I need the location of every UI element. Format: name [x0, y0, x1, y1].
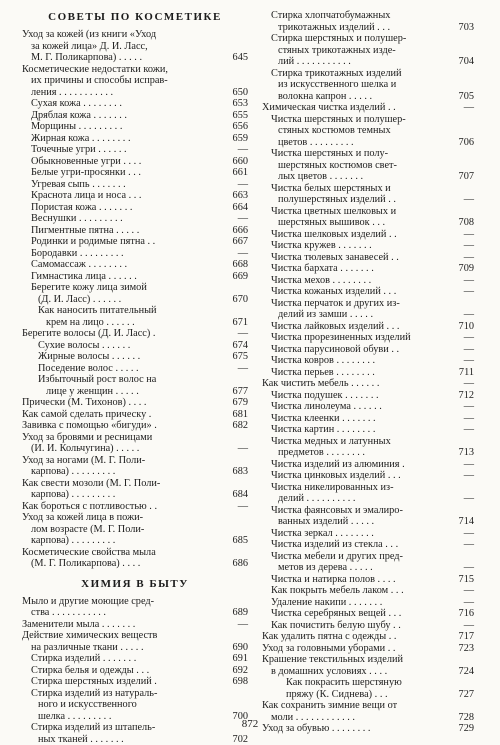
toc-entry [22, 121, 248, 133]
toc-entry-text: Веснушки . . . . . . . . . [22, 213, 248, 225]
toc-entry [22, 225, 248, 237]
toc-page-ref: 710 [459, 321, 474, 333]
toc-entry-text: Крашение текстильных изделий [262, 654, 474, 666]
toc-page-ref: — [464, 424, 474, 436]
toc-entry [22, 665, 248, 677]
toc-entry [262, 643, 474, 655]
toc-page-ref: 729 [459, 723, 474, 735]
toc-page-ref: — [238, 619, 248, 631]
toc-entry-text: Как свести мозоли (М. Г. Поли- [22, 478, 248, 490]
toc-page-ref: — [464, 102, 474, 114]
toc-page-ref: — [464, 378, 474, 390]
toc-entry-text: Чистка прорезиненных изделий [262, 332, 474, 344]
toc-page-ref: 671 [233, 317, 248, 329]
toc-entry [262, 459, 474, 471]
toc-entry [262, 654, 474, 677]
toc-entry-text: Уход за обувью . . . . . . . . [262, 723, 474, 735]
toc-entry-text: Чистка перьев . . . . . . . . [262, 367, 474, 379]
section-heading: СОВЕТЫ ПО КОСМЕТИКЕ [22, 10, 248, 24]
toc-entry [22, 282, 248, 305]
toc-entry-text: Чистка перчаток и других из- [262, 298, 474, 310]
toc-page-ref: — [464, 528, 474, 540]
toc-page-ref: 664 [233, 202, 248, 214]
toc-entry [262, 551, 474, 574]
toc-entry [262, 68, 474, 103]
toc-entry-text: Гимнастика лица . . . . . . [22, 271, 248, 283]
toc-page-ref: — [464, 229, 474, 241]
toc-entry-text: Чистка никелированных из- [262, 482, 474, 494]
toc-entry [262, 620, 474, 632]
toc-entry-text: Чистка парусиновой обуви . . [262, 344, 474, 356]
toc-entry [22, 374, 248, 397]
toc-entry-text: Чистка цинковых изделий . . . [262, 470, 474, 482]
toc-page-ref: 659 [233, 133, 248, 145]
toc-entry [262, 33, 474, 68]
toc-entry-text: Чистка мехов . . . . . . . . [262, 275, 474, 287]
toc-page-ref: — [464, 597, 474, 609]
toc-entry-text: Белые угри-просянки . . . [22, 167, 248, 179]
toc-entry-text: лице у женщин . . . . . [22, 386, 248, 398]
toc-entry [22, 190, 248, 202]
page-number: 872 [0, 718, 500, 730]
toc-entry [22, 167, 248, 179]
toc-page-ref: — [238, 363, 248, 375]
toc-entry-text: их причины и способы исправ- [22, 75, 248, 87]
toc-page-ref: — [464, 562, 474, 574]
toc-entry-text: Удаление накипи . . . . . . . [262, 597, 474, 609]
toc-entry [22, 179, 248, 191]
toc-page-ref: — [464, 459, 474, 471]
toc-entry-text: Угревая сыпь . . . . . . . [22, 179, 248, 191]
toc-entry-text: Точечные угри . . . . . . [22, 144, 248, 156]
toc-entry-text: Пигментные пятна . . . . . [22, 225, 248, 237]
toc-entry-text: Чистка зеркал . . . . . . . . [262, 528, 474, 540]
toc-entry [22, 409, 248, 421]
toc-entry [22, 98, 248, 110]
toc-entry [262, 321, 474, 333]
toc-entry [262, 574, 474, 586]
toc-entry [22, 547, 248, 570]
toc-page-ref: — [464, 275, 474, 287]
toc-entry-text: Жирная кожа . . . . . . . . [22, 133, 248, 145]
toc-page-ref: 712 [459, 390, 474, 402]
toc-entry-text: Стирка изделий из натураль- [22, 688, 248, 700]
toc-page-ref: — [238, 144, 248, 156]
toc-page-ref: — [464, 355, 474, 367]
toc-entry-text: Чистка белых шерстяных и [262, 183, 474, 195]
toc-page-ref: — [238, 443, 248, 455]
toc-entry-text: Самомассаж . . . . . . . . [22, 259, 248, 271]
toc-page-ref: 717 [459, 631, 474, 643]
toc-entry-text: шерстяных костюмов свет- [262, 160, 474, 172]
toc-entry-text: метов из дерева . . . . . [262, 562, 474, 574]
toc-entry-text: Чистка изделий из алюминия . [262, 459, 474, 471]
toc-entry [22, 676, 248, 688]
toc-entry-text: Стирка шерстяных и полушер- [262, 33, 474, 45]
toc-entry-text: Чистка мебели и других пред- [262, 551, 474, 563]
toc-column-right [262, 10, 474, 735]
toc-entry [262, 240, 474, 252]
toc-entry [22, 64, 248, 99]
toc-page-ref: 709 [459, 263, 474, 275]
toc-entry-text: Чистка клеенки . . . . . . . [262, 413, 474, 425]
toc-entry-text: Косметические свойства мыла [22, 547, 248, 559]
toc-entry-text: Уход за бровями и ресницами [22, 432, 248, 444]
toc-entry-text: Как покрыть мебель лаком . . . [262, 585, 474, 597]
toc-entry-text: лом возрасте (М. Г. Поли- [22, 524, 248, 536]
toc-entry [262, 585, 474, 597]
toc-entry-text: Берегите кожу лица зимой [22, 282, 248, 294]
toc-entry-text: цветов . . . . . . . . . [262, 137, 474, 149]
toc-entry-text: Уход за кожей (из книги «Уход [22, 29, 248, 41]
toc-entry-text: карпова) . . . . . . . . . [22, 466, 248, 478]
toc-entry-text: Чистка шерстяных и полушер- [262, 114, 474, 126]
toc-entry-text: за кожей лица» Д. И. Лacc, [22, 41, 248, 53]
toc-page-ref: 715 [459, 574, 474, 586]
toc-page-ref: — [464, 332, 474, 344]
toc-entry [262, 390, 474, 402]
toc-entry [262, 608, 474, 620]
toc-entry-text: Стирка белья и одежды . . . [22, 665, 248, 677]
toc-entry [22, 501, 248, 513]
toc-entry [22, 397, 248, 409]
toc-entry [262, 206, 474, 229]
toc-entry-text: карпова) . . . . . . . . . [22, 489, 248, 501]
toc-page-ref: 683 [233, 466, 248, 478]
toc-page-ref: — [464, 620, 474, 632]
toc-entry [22, 271, 248, 283]
toc-entry-text: Стирка изделий . . . . . . . [22, 653, 248, 665]
toc-entry [262, 470, 474, 482]
toc-page-ref: — [464, 252, 474, 264]
toc-entry [262, 298, 474, 321]
toc-entry-text: Уход за ногами (М. Г. Поли- [22, 455, 248, 467]
toc-page-ref: 703 [459, 22, 474, 34]
toc-entry-text: Чистка ковров . . . . . . . . [262, 355, 474, 367]
toc-entry [262, 424, 474, 436]
toc-entry [22, 420, 248, 432]
toc-page-ref: 663 [233, 190, 248, 202]
toc-entry-text: Как самой сделать прическу . [22, 409, 248, 421]
toc-entry-text: волокна капрон . . . . . [262, 91, 474, 103]
toc-page-ref: 668 [233, 259, 248, 271]
toc-entry-text: Избыточный рост волос на [22, 374, 248, 386]
toc-entry [262, 597, 474, 609]
toc-page-ref: 711 [459, 367, 474, 379]
toc-entry [22, 328, 248, 340]
toc-entry-text: Чистка кружев . . . . . . . [262, 240, 474, 252]
toc-entry-text: Сухие волосы . . . . . . [22, 340, 248, 352]
toc-entry [262, 482, 474, 505]
toc-column-left [22, 10, 248, 745]
toc-entry-text: лий . . . . . . . . . . . [262, 56, 474, 68]
toc-entry [262, 436, 474, 459]
toc-entry-text: Как наносить питательный [22, 305, 248, 317]
toc-entry-text: Стирка трикотажных изделий [262, 68, 474, 80]
toc-entry [262, 631, 474, 643]
toc-page-ref: — [464, 470, 474, 482]
toc-entry-text: Действие химических веществ [22, 630, 248, 642]
toc-page-ref: — [238, 179, 248, 191]
toc-entry-text: Как чистить мебель . . . . . . [262, 378, 474, 390]
toc-entry-text: Чистка цветных шелковых и [262, 206, 474, 218]
toc-page-ref: — [464, 539, 474, 551]
toc-page-ref: 679 [233, 397, 248, 409]
toc-page-ref: 706 [459, 137, 474, 149]
toc-entry-text: (И. И. Кольчугина) . . . . . [22, 443, 248, 455]
toc-entry-text: моли . . . . . . . . . . . . [262, 712, 474, 724]
toc-page-ref: — [464, 309, 474, 321]
toc-entry-text: лых цветов . . . . . . . [262, 171, 474, 183]
toc-entry [22, 29, 248, 64]
toc-page-ref: 708 [459, 217, 474, 229]
toc-entry [22, 653, 248, 665]
toc-entry-text: Чистка тюлевых занавесей . . [262, 252, 474, 264]
toc-entry [22, 236, 248, 248]
toc-entry-text: Пористая кожа . . . . . . . [22, 202, 248, 214]
toc-page-ref: 723 [459, 643, 474, 655]
toc-page-ref: 713 [459, 447, 474, 459]
toc-page-ref: 645 [233, 52, 248, 64]
toc-entry [262, 401, 474, 413]
toc-entry-text: шелка . . . . . . . . . [22, 711, 248, 723]
toc-page-ref: — [464, 413, 474, 425]
toc-entry-text: Чистка и натирка полов . . . . [262, 574, 474, 586]
toc-entry [262, 183, 474, 206]
toc-page-ref: — [238, 501, 248, 513]
toc-entry-text: трикотажных изделий . . . [262, 22, 474, 34]
toc-entry [262, 367, 474, 379]
toc-page-ref: 714 [459, 516, 474, 528]
toc-page-ref: — [238, 213, 248, 225]
toc-entry-text: Заменители мыла . . . . . . . [22, 619, 248, 631]
toc-entry-text: Косметические недостатки кожи, [22, 64, 248, 76]
toc-entry-text: Чистка кожаных изделий . . . [262, 286, 474, 298]
toc-entry [262, 677, 474, 700]
toc-entry-text: ванных изделий . . . . . [262, 516, 474, 528]
toc-entry-text: Чистка подушек . . . . . . . [262, 390, 474, 402]
toc-page-ref: — [464, 493, 474, 505]
toc-entry-text: Как удалить пятна с одежды . . [262, 631, 474, 643]
toc-page-ref: 681 [233, 409, 248, 421]
toc-entry [22, 110, 248, 122]
toc-entry [22, 259, 248, 271]
toc-entry-text: Как почистить белую шубу . . [262, 620, 474, 632]
toc-page-ref: 661 [233, 167, 248, 179]
toc-entry [262, 539, 474, 551]
toc-page-ref: 728 [459, 712, 474, 724]
toc-page-ref: 727 [459, 689, 474, 701]
toc-entry-text: шерстяных вышивок . . . [262, 217, 474, 229]
toc-entry-text: Как покрасить шерстяную [262, 677, 474, 689]
toc-page-ref: — [464, 344, 474, 356]
toc-entry [22, 305, 248, 328]
toc-page-ref: 674 [233, 340, 248, 352]
toc-entry-text: Чистка изделий из стекла . . . [262, 539, 474, 551]
toc-entry [22, 363, 248, 375]
toc-entry-text: предметов . . . . . . . . [262, 447, 474, 459]
toc-entry [262, 332, 474, 344]
toc-page-ref: 650 [233, 87, 248, 99]
toc-entry [262, 10, 474, 33]
toc-entry [22, 351, 248, 363]
toc-entry-text: Поседение волос . . . . . [22, 363, 248, 375]
toc-page-ref: 684 [233, 489, 248, 501]
toc-page-ref: 700 [233, 711, 248, 723]
toc-entry-text: (М. Г. Поликарпова) . . . . [22, 558, 248, 570]
toc-entry-text: Морщины . . . . . . . . . [22, 121, 248, 133]
toc-entry [262, 344, 474, 356]
toc-entry [262, 275, 474, 287]
toc-entry [22, 619, 248, 631]
toc-entry-text: Чистка картин . . . . . . . . [262, 424, 474, 436]
toc-entry-text: крем на лицо . . . . . . [22, 317, 248, 329]
section-heading: ХИМИЯ В БЫТУ [22, 577, 248, 591]
toc-page-ref: — [238, 328, 248, 340]
toc-page-ref: 698 [233, 676, 248, 688]
toc-entry-text: пряжу (К. Сиднева) . . . [262, 689, 474, 701]
toc-entry-text: Жирные волосы . . . . . . [22, 351, 248, 363]
toc-page-ref: — [464, 401, 474, 413]
toc-entry [262, 148, 474, 183]
toc-entry-text: Чистка шелковых изделий . . [262, 229, 474, 241]
toc-page-ref: 685 [233, 535, 248, 547]
toc-page-ref: 704 [459, 56, 474, 68]
toc-entry-text: делий из замши . . . . . [262, 309, 474, 321]
toc-page-ref: — [238, 248, 248, 260]
toc-entry-text: Как бороться с потливостью . . [22, 501, 248, 513]
toc-entry [262, 252, 474, 264]
toc-page-ref: 675 [233, 351, 248, 363]
toc-page-ref: — [464, 585, 474, 597]
toc-entry-text: Чистка шерстяных и полу- [262, 148, 474, 160]
toc-page-ref: 724 [459, 666, 474, 678]
toc-entry-text: Краснота лица и носа . . . [22, 190, 248, 202]
toc-page-ref: — [464, 286, 474, 298]
toc-page-ref: — [464, 240, 474, 252]
toc-entry-text: Дряблая кожа . . . . . . . [22, 110, 248, 122]
toc-entry [262, 229, 474, 241]
toc-entry-text: стяных костюмов темных [262, 125, 474, 137]
toc-page-ref: 655 [233, 110, 248, 122]
toc-entry [262, 114, 474, 149]
toc-page-ref: 653 [233, 98, 248, 110]
toc-page-ref: 656 [233, 121, 248, 133]
toc-entry [262, 413, 474, 425]
toc-entry [262, 286, 474, 298]
toc-entry-text: стяных трикотажных изде- [262, 45, 474, 57]
toc-entry-text: ных тканей . . . . . . . [22, 734, 248, 745]
toc-entry [262, 378, 474, 390]
toc-page-ref: 660 [233, 156, 248, 168]
toc-entry-text: Чистка серебряных вещей . . . [262, 608, 474, 620]
toc-entry-text: Завивка с помощью «бигуди» . [22, 420, 248, 432]
toc-entry [22, 688, 248, 723]
toc-entry [22, 213, 248, 225]
toc-page-ref: 692 [233, 665, 248, 677]
toc-entry-text: Стирка шерстяных изделий . [22, 676, 248, 688]
toc-entry-text: Родинки и родимые пятна . . [22, 236, 248, 248]
toc-page-ref: 705 [459, 91, 474, 103]
toc-entry-text: Бородавки . . . . . . . . . [22, 248, 248, 260]
toc-entry [22, 478, 248, 501]
toc-page-ref: 686 [233, 558, 248, 570]
toc-entry-text: (Д. И. Ласс) . . . . . . [22, 294, 248, 306]
toc-page-ref: 691 [233, 653, 248, 665]
toc-entry-text: ного и искусственного [22, 699, 248, 711]
toc-entry [262, 505, 474, 528]
toc-page-ref: 666 [233, 225, 248, 237]
toc-entry [22, 156, 248, 168]
toc-entry-text: Как сохранить зимние вещи от [262, 700, 474, 712]
toc-page-ref: 670 [233, 294, 248, 306]
toc-page-ref: — [464, 194, 474, 206]
toc-page-ref: 667 [233, 236, 248, 248]
toc-entry [22, 455, 248, 478]
toc-entry [262, 263, 474, 275]
toc-page-ref: 690 [233, 642, 248, 654]
toc-entry-text: карпова) . . . . . . . . . [22, 535, 248, 547]
toc-entry [22, 432, 248, 455]
toc-entry [262, 355, 474, 367]
toc-entry-text: в домашних условиях . . . . [262, 666, 474, 678]
toc-entry-text: М. Г. Поликарпова) . . . . . [22, 52, 248, 64]
toc-page-ref: 669 [233, 271, 248, 283]
toc-entry [262, 528, 474, 540]
toc-entry-text: Сухая кожа . . . . . . . . [22, 98, 248, 110]
toc-entry-text: Чистка линолеума . . . . . . [262, 401, 474, 413]
toc-page-ref: 677 [233, 386, 248, 398]
toc-entry [22, 144, 248, 156]
toc-entry-text: Обыкновенные угри . . . . [22, 156, 248, 168]
toc-entry-text: Уход за головными уборами . . [262, 643, 474, 655]
toc-entry-text: ства . . . . . . . . . . . [22, 607, 248, 619]
toc-page-ref: 689 [233, 607, 248, 619]
toc-page-ref: 707 [459, 171, 474, 183]
toc-entry [22, 596, 248, 619]
toc-entry-text: полушерстяных изделий . . [262, 194, 474, 206]
toc-entry [22, 202, 248, 214]
toc-entry [22, 512, 248, 547]
toc-entry-text: Берегите волосы (Д. И. Ласс) . [22, 328, 248, 340]
toc-entry-text: из искусственного шелка и [262, 79, 474, 91]
toc-entry-text: ления . . . . . . . . . . . [22, 87, 248, 99]
toc-entry-text: Чистка фаянсовых и эмалиро- [262, 505, 474, 517]
toc-page-ref: 682 [233, 420, 248, 432]
toc-entry [262, 102, 474, 114]
toc-entry-text: Химическая чистка изделий . . [262, 102, 474, 114]
toc-entry [22, 133, 248, 145]
toc-entry [22, 248, 248, 260]
toc-entry-text: Прически (М. Тихонов) . . . . [22, 397, 248, 409]
toc-entry-text: Чистка лайковых изделий . . . [262, 321, 474, 333]
toc-page-ref: 702 [233, 734, 248, 745]
toc-entry-text: Чистка бархата . . . . . . . [262, 263, 474, 275]
toc-entry-text: делий . . . . . . . . . . [262, 493, 474, 505]
toc-entry-text: на различные ткани . . . . . [22, 642, 248, 654]
toc-entry-text: Стирка хлопчатобумажных [262, 10, 474, 22]
toc-entry [22, 630, 248, 653]
toc-entry [22, 340, 248, 352]
toc-entry-text: Стирка изделий из штапель- [22, 722, 248, 734]
toc-entry-text: Мыло и другие моющие сред- [22, 596, 248, 608]
toc-entry-text: Уход за кожей лица в пожи- [22, 512, 248, 524]
toc-page-ref: 716 [459, 608, 474, 620]
toc-entry-text: Чистка медных и латунных [262, 436, 474, 448]
